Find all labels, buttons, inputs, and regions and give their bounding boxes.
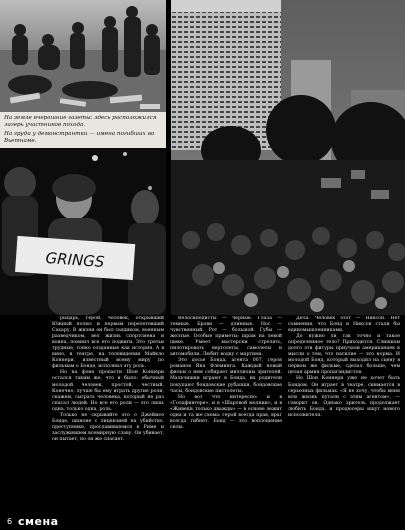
paragraph: До нужно ли так точно и такое определенное тело? Приходится. Слишком долго эти фигуры приучали американцев к мысли о том, что насилие — это норма. И молодой Бонд, который выходил на сцену в первом же фильме, сделал больше, чем целая армия пропагандистов. — [288, 334, 400, 376]
page-footer — [0, 514, 405, 530]
page-number: 6 — [7, 517, 13, 526]
photo-demonstrator — [0, 148, 166, 315]
paragraph: Дела. Человек этот — Никсон. Нет сомнения, что Бонд и Никсон стали бы единомышленниками. — [288, 316, 400, 334]
sign-text: GRINGS — [45, 248, 105, 272]
paragraph: рыцарь, герой, человек, открывший Южный полюс и первым перелетевший Сахару. В жизни он был сыщиком, военным разведчиком, вел жизнь спортсмена и воина, помнил все его подвиги. Это третьи трудные, тонко созданные как история. А в кино, в театре, на телевидении Майкло Коннери, известный всему миру по фильмам о Бонде, исполнил эту роль. — [52, 316, 164, 370]
article-text — [52, 316, 402, 514]
paragraph: Но вот что интересно: и в «Голдфингере», и в «Шаровой молнии», и в «Живешь только дважды» — в основе лежит одна и та же схема: герой всегда прав, враг всегда гибнет. Бонд — это воплощение силы. — [170, 394, 282, 430]
magazine-logo: смена — [18, 515, 59, 528]
caption-names: На груди у демонстрантки — имена погибших во Вьетнаме. — [4, 131, 155, 144]
text-column-3 — [288, 316, 400, 514]
photo-plaza-crowd — [171, 0, 405, 315]
photo-camp-crowd — [0, 0, 166, 112]
caption-camp: На земле вчерашние газеты: здесь расположился лагерь участников похода. — [4, 115, 157, 128]
paragraph: Это досье Бонда, агента 007, героя романов Яна Флеминга. Каждый новый фильм о нем собирает миллионы зрителей. Мальчишки играют в Бонда, их родители покупают бондовские рубашки, бондовские часы, бондовские пистолеты. — [170, 358, 282, 394]
paragraph: Но Шон Коннери уже не хочет быть Бондом. Он играет в театре, снимается в серьезных фильмах. «Я не хочу, чтобы меня всю жизнь путали с этим агентом», — говорит он. Однако зритель продолжает любить Бонда, и продюсеры ищут нового исполнителя. — [288, 376, 400, 418]
paragraph: Только не скрывайте это о Джеймсе Бонде, шпионе с лицензией на убийство, преступнике, прославившемся в Риме и заслужившем всемирную славу. Он убивает, он пытает, но он же спасает. — [52, 412, 164, 442]
paragraph: Велосипедисты — черные. Глаза — темные. Брови — длинные. Нос — чувственный. Рот — большой. Губы — желтые. Особые приметы: шрам на левой щеке. Умеет мастерски стрелять, пилотировать вертолеты, самолеты и автомобили. Любит водку с мартини. — [170, 316, 282, 358]
paragraph: Но на фоне пропасти Шон Коннери остался таким же, что и было: обычный молодой человек, простой, честный. Конечно, лучше бы ему играть другие роли, скажем, сыграть человека, который не раз спасал людей. Но все его роли — это лишь одна, только одна, роль. — [52, 370, 164, 412]
text-column-1 — [52, 316, 164, 514]
text-column-2 — [170, 316, 282, 514]
